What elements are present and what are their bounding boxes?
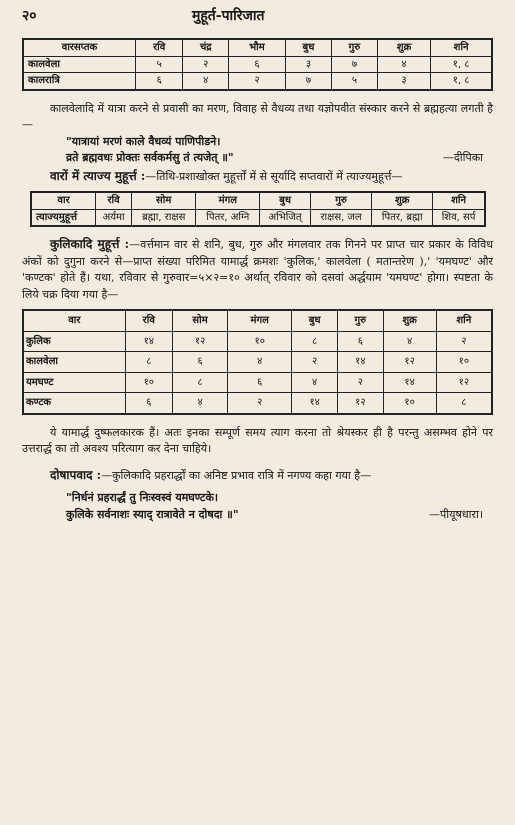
table-header-cell: मंगल — [196, 192, 260, 209]
section-doshapavad — [22, 466, 493, 485]
table-cell: ८ — [172, 372, 228, 393]
table-header-cell: रवि — [125, 310, 172, 331]
table-row — [31, 209, 485, 226]
table-header-cell: चंद्र — [183, 39, 229, 56]
table-cell: १० — [383, 393, 436, 414]
verse-source: —पीयूषधारा। — [429, 507, 483, 521]
table-cell: १, ८ — [431, 56, 492, 73]
verse-line — [66, 150, 493, 167]
table-cell: ६ — [136, 73, 183, 90]
table-cell: ४ — [383, 331, 436, 352]
table-cell: १४ — [338, 352, 383, 373]
section-heading: कुलिकादि मुहूर्त्त : — [50, 237, 130, 251]
table-cell: ब्रह्मा, राक्षस — [132, 209, 196, 226]
table-header-cell: वार — [31, 192, 96, 209]
table-header-cell: शुक्र — [372, 192, 433, 209]
table-cell: २ — [338, 372, 383, 393]
verse-line: "निर्धनं प्रहरार्द्धं तु निःस्वस्वं यमघण्टके। — [66, 491, 219, 504]
section-heading: वारों में त्याज्य मुहूर्त्त : — [50, 168, 146, 183]
verse-dipika — [22, 134, 493, 167]
table-header-cell: शनि — [436, 310, 492, 331]
table-header-cell: गुरु — [310, 192, 371, 209]
page-header — [22, 6, 493, 32]
table-cell: १० — [228, 331, 292, 352]
table-row — [23, 331, 492, 352]
table-header-cell: बुध — [260, 192, 311, 209]
table-cell: १४ — [125, 331, 172, 352]
table-cell: ४ — [172, 393, 228, 414]
table-cell: १० — [125, 372, 172, 393]
page-number: २० — [22, 8, 37, 24]
table-cell: शिव, सर्प — [433, 209, 485, 226]
section-text: —तिथि-प्रशाखोक्त मुहूर्त्तों में से सूर्यादि सप्तवारों में त्याज्यमुहूर्त्त— — [145, 169, 403, 183]
table-cell: २ — [292, 352, 338, 373]
table-row — [23, 352, 492, 373]
table-cell: २ — [228, 393, 292, 414]
table-cell: १२ — [338, 393, 383, 414]
table-cell: १२ — [172, 331, 228, 352]
table-cell: १२ — [436, 372, 492, 393]
table-cell: अभिजित् — [260, 209, 311, 226]
kaalvela-table — [22, 38, 493, 91]
verse-piyushdhara — [22, 490, 493, 523]
paragraph-kaalvela: कालवेलादि में यात्रा करने से प्रवासी का मरण, विवाह से वैधव्य तथा यज्ञोपवीत संस्कार करने से ब्रह्महत्या लगती है— — [22, 101, 493, 131]
table-header-cell: गुरु — [332, 39, 378, 56]
table-cell: ५ — [136, 56, 183, 73]
table-header-row — [31, 192, 485, 209]
running-title: मुहूर्त-पारिजात — [192, 8, 265, 24]
paragraph-yamardh: ये यामार्द्ध दुष्फलकारक हैं। अतः इनका सम्पूर्ण समय त्याग करना तो श्रेयस्कर ही है परन्तु असम्भव होने पर उत्तरार्द्ध का तो अवश्य परित्याग कर देना चाहिये। — [22, 425, 493, 455]
row-label: कालवेला — [23, 56, 136, 73]
table-cell: १४ — [292, 393, 338, 414]
table-header-cell: सोम — [132, 192, 196, 209]
row-label: कालरात्रि — [23, 73, 136, 90]
table-cell: ६ — [228, 372, 292, 393]
table-cell: ५ — [332, 73, 378, 90]
verse-line: "यात्रायां मरणं काले वैधव्यं पाणिपीडने। — [66, 134, 221, 148]
table-cell: राक्षस, जल — [310, 209, 371, 226]
table-cell: ८ — [125, 352, 172, 373]
table-cell: ४ — [183, 73, 229, 90]
table-cell: २ — [229, 73, 286, 90]
table-header-cell: भौम — [229, 39, 286, 56]
table-cell: ६ — [229, 56, 286, 73]
table-header-cell: रवि — [136, 39, 183, 56]
table-cell: ८ — [436, 393, 492, 414]
table-cell: ६ — [172, 352, 228, 373]
table-header-cell: शनि — [433, 192, 485, 209]
table-cell: २ — [436, 331, 492, 352]
section-kulikadi-muhurt — [22, 235, 493, 303]
table-cell: अर्यमा — [96, 209, 132, 226]
table-header-cell: वारसप्तक — [23, 39, 136, 56]
verse-line — [66, 507, 493, 524]
table-cell: १२ — [383, 352, 436, 373]
row-label: कण्टक — [23, 393, 125, 414]
table-cell: ८ — [292, 331, 338, 352]
table-header-cell: शनि — [431, 39, 492, 56]
verse-source: —दीपिका — [442, 151, 483, 164]
table-header-cell: बुध — [292, 310, 338, 331]
verse-line-text: कुलिके सर्वनाशः स्याद् रात्रावेते न दोषदा ॥" — [66, 507, 239, 521]
table-cell: १, ८ — [431, 73, 492, 90]
table-cell: ७ — [332, 56, 378, 73]
table-cell: ३ — [285, 56, 331, 73]
table-cell: ३ — [377, 73, 431, 90]
row-label: त्याज्यमुहूर्त्त — [31, 209, 96, 226]
table-header-cell: सोम — [172, 310, 228, 331]
table-header-row — [23, 310, 492, 331]
table-cell: ४ — [228, 352, 292, 373]
table-header-row — [23, 39, 492, 56]
table-cell: ४ — [292, 372, 338, 393]
table-cell: १० — [436, 352, 492, 373]
kulikadi-table — [22, 309, 493, 415]
table-cell: ६ — [125, 393, 172, 414]
table-cell: २ — [183, 56, 229, 73]
table-header-cell: वार — [23, 310, 125, 331]
table-header-cell: शुक्र — [377, 39, 431, 56]
row-label: यमघण्ट — [23, 372, 125, 393]
table-header-cell: मंगल — [228, 310, 292, 331]
section-heading: दोषापवाद : — [50, 467, 102, 482]
table-row — [23, 56, 492, 73]
row-label: कुलिक — [23, 331, 125, 352]
table-cell: पितर, अग्नि — [196, 209, 260, 226]
row-label: कालवेला — [23, 352, 125, 373]
tyajya-muhurt-table — [30, 191, 486, 227]
section-text: —कुलिकादि प्रहरार्द्धों का अनिष्ट प्रभाव रात्रि में नगण्य कहा गया है— — [101, 468, 372, 482]
table-cell: ४ — [377, 56, 431, 73]
table-cell: पितर, ब्रह्मा — [372, 209, 433, 226]
table-cell: ७ — [285, 73, 331, 90]
table-header-cell: गुरु — [338, 310, 383, 331]
section-tyajya-muhurt — [22, 167, 493, 186]
table-cell: ६ — [338, 331, 383, 352]
table-header-cell: शुक्र — [383, 310, 436, 331]
table-row — [23, 73, 492, 90]
section-text: —वर्त्तमान वार से शनि, बुध, गुरु और मंगलवार तक गिनने पर प्राप्त चार प्रकार के विविध अंकों को दुगुना करने से—प्राप्त संख्या परिमित यामार्द्ध क्रमशः 'कुलिक,' कालवेला ( मतान्तरेण ),' 'यमघण्ट' और 'कण्टक' होते हैं। यथा, रविवार से गुरुवार=५×२=१० अर्थात् रविवार को दसवां अर्द्धयाम 'यमघण्ट' होगा। स्पष्टता के लिये चक्र दिया गया है— — [22, 238, 493, 301]
verse-line-text: व्रते ब्रह्मवधः प्रोक्तः सर्वकर्मसु तं त्यजेत् ॥" — [66, 151, 234, 164]
table-row — [23, 393, 492, 414]
table-header-cell: रवि — [96, 192, 132, 209]
table-header-cell: बुध — [285, 39, 331, 56]
table-row — [23, 372, 492, 393]
table-cell: १४ — [383, 372, 436, 393]
